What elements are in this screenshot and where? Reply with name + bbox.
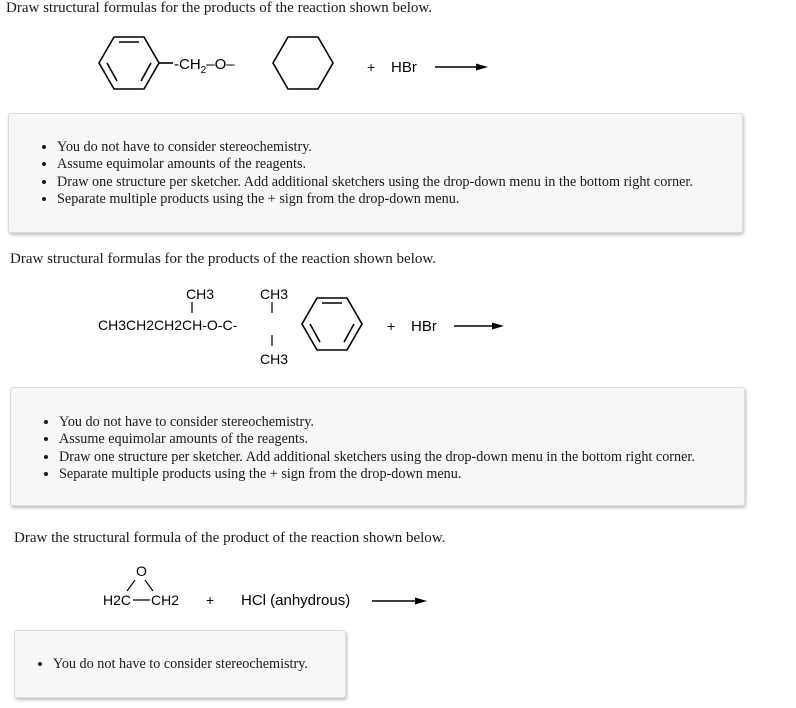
plus-sign-1: + (367, 59, 376, 75)
reaction-arrow-2 (454, 323, 504, 330)
epoxide-left-carbon: H2C (103, 592, 132, 608)
cyclohexane-ring (273, 37, 333, 89)
ch3-top-right: CH3 (260, 286, 289, 302)
reaction-arrow-1 (435, 64, 488, 71)
question-2-instructions-box (10, 387, 745, 506)
instruction-item: • Separate multiple products using the + sign from the drop-down menu. (57, 191, 742, 208)
question-1-instructions-box (8, 113, 743, 233)
epoxide-oxygen: O (136, 563, 147, 579)
instruction-item: • Assume equimolar amounts of the reagents. (59, 431, 744, 448)
epoxide-right-carbon: CH2 (151, 592, 180, 608)
question-2-reaction-scheme (90, 280, 520, 375)
instruction-item: • Draw one structure per sketcher. Add additional sketchers using the drop-down menu in the bottom right corner. (57, 174, 742, 191)
reagent-hbr-1: HBr (391, 59, 417, 76)
instruction-item: • You do not have to consider stereochemistry. (59, 414, 744, 431)
benzene-ring-2 (302, 298, 362, 350)
question-1-prompt: Draw structural formulas for the products of the reaction shown below. (6, 0, 432, 16)
instruction-item: • Separate multiple products using the + sign from the drop-down menu. (59, 466, 744, 483)
instruction-item: • Assume equimolar amounts of the reagents. (57, 156, 742, 173)
benzene-ring-1 (99, 37, 159, 89)
reagent-hbr-2: HBr (411, 318, 437, 335)
reagent-hcl-anhydrous: HCl (anhydrous) (241, 592, 351, 609)
question-2-prompt: Draw structural formulas for the products of the reaction shown below. (10, 251, 436, 267)
plus-sign-2: + (387, 318, 396, 334)
instruction-item: • You do not have to consider stereochemistry. (57, 139, 742, 156)
question-3-prompt: Draw the structural formula of the product of the reaction shown below. (14, 530, 446, 546)
ch3-top-left: CH3 (186, 286, 215, 302)
ch3-bottom: CH3 (260, 351, 289, 367)
plus-sign-3: + (206, 592, 215, 608)
ch2-o-linker: $-CH_2-O-$ (174, 56, 235, 76)
instruction-item: • You do not have to consider stereochemistry. (53, 656, 345, 673)
question-3-instructions-box (14, 630, 346, 698)
question-3-reaction-scheme (98, 560, 438, 615)
reaction-arrow-3 (372, 598, 427, 605)
question-1-reaction-scheme (90, 30, 510, 100)
instruction-item: • Draw one structure per sketcher. Add additional sketchers using the drop-down menu in the bottom right corner. (59, 449, 744, 466)
alkyl-ether-chain: CH3CH2CH2CH-O-C- (98, 317, 238, 333)
